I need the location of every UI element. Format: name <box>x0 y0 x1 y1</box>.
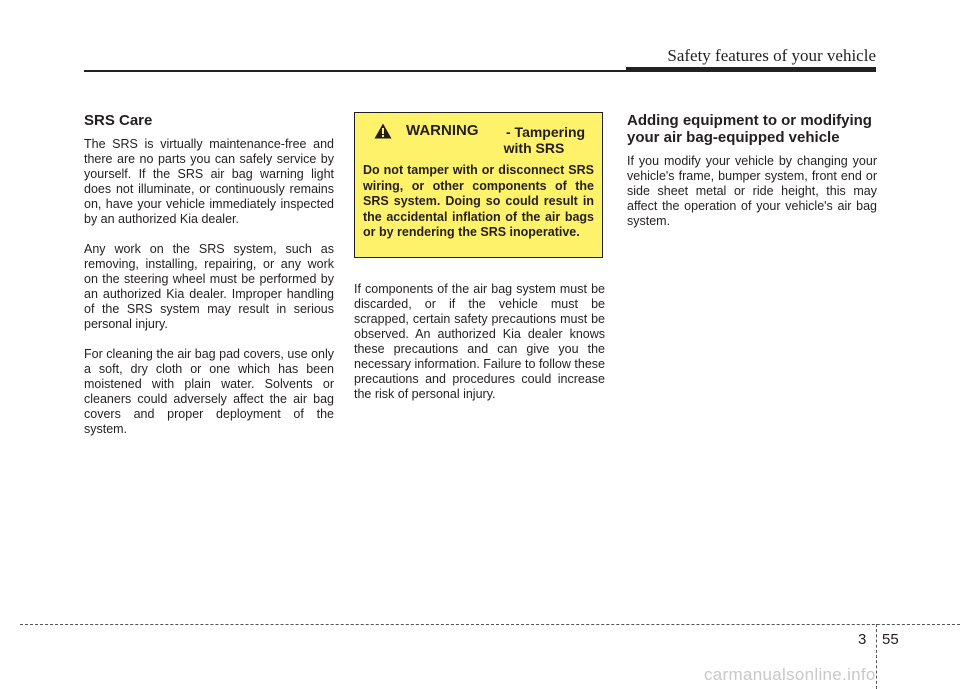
column-srs-care <box>84 112 334 452</box>
warning-subtitle-line1: - Tampering <box>506 124 586 140</box>
warning-label: WARNING <box>406 122 479 139</box>
srs-care-paragraph-3: For cleaning the air bag pad covers, use only a soft, dry cloth or one which has been moistened with plain water. Solvents or cleaners could adversely affect the air bag covers and proper deployment of the system. <box>84 347 334 436</box>
modifying-paragraph: If you modify your vehicle by changing your vehicle's frame, bumper system, front end or side sheet metal or ride height, this may affect the operation of your vehicle's air bag system. <box>627 154 877 228</box>
warning-body: Do not tamper with or disconnect SRS wiring, or other components of the SRS system. Doing so could result in the accidental inflation of the air bags or by rendering the SRS inoperative. <box>363 163 594 239</box>
footer-rule <box>20 624 960 625</box>
srs-care-paragraph-1: The SRS is virtually maintenance-free and there are no parts you can safely service by yourself. If the SRS air bag warning light does not illuminate, or continuously remains on, have your vehicle immediately inspected by an authorized Kia dealer. <box>84 137 334 226</box>
chapter-number: 3 <box>858 631 867 648</box>
page-number: 55 <box>882 631 899 648</box>
column-warning <box>354 112 605 417</box>
warning-subtitle-line2: with SRS <box>503 140 565 156</box>
warning-triangle-icon <box>374 123 392 139</box>
watermark-text: carmanualsonline.info <box>704 665 876 684</box>
disposal-paragraph: If components of the air bag system must be discarded, or if the vehicle must be scrapped, certain safety precautions must be observed. An authorized Kia dealer knows these precautions and can give you the necessary information. Failure to follow these precautions and procedures could increase the risk of personal injury. <box>354 282 605 401</box>
column-modifying-vehicle <box>627 112 877 244</box>
footer-divider <box>876 624 877 689</box>
warning-box <box>354 112 603 258</box>
page-header-title: Safety features of your vehicle <box>667 46 876 65</box>
modifying-heading: Adding equipment to or modifying your air bag-equipped vehicle <box>627 112 872 146</box>
warning-header <box>363 121 594 163</box>
srs-care-heading: SRS Care <box>84 112 153 129</box>
srs-care-paragraph-2: Any work on the SRS system, such as removing, installing, repairing, or any work on the steering wheel must be performed by an authorized Kia dealer. Improper handling of the SRS system may result in serious personal injury. <box>84 242 334 331</box>
header-rule-accent <box>626 67 876 72</box>
